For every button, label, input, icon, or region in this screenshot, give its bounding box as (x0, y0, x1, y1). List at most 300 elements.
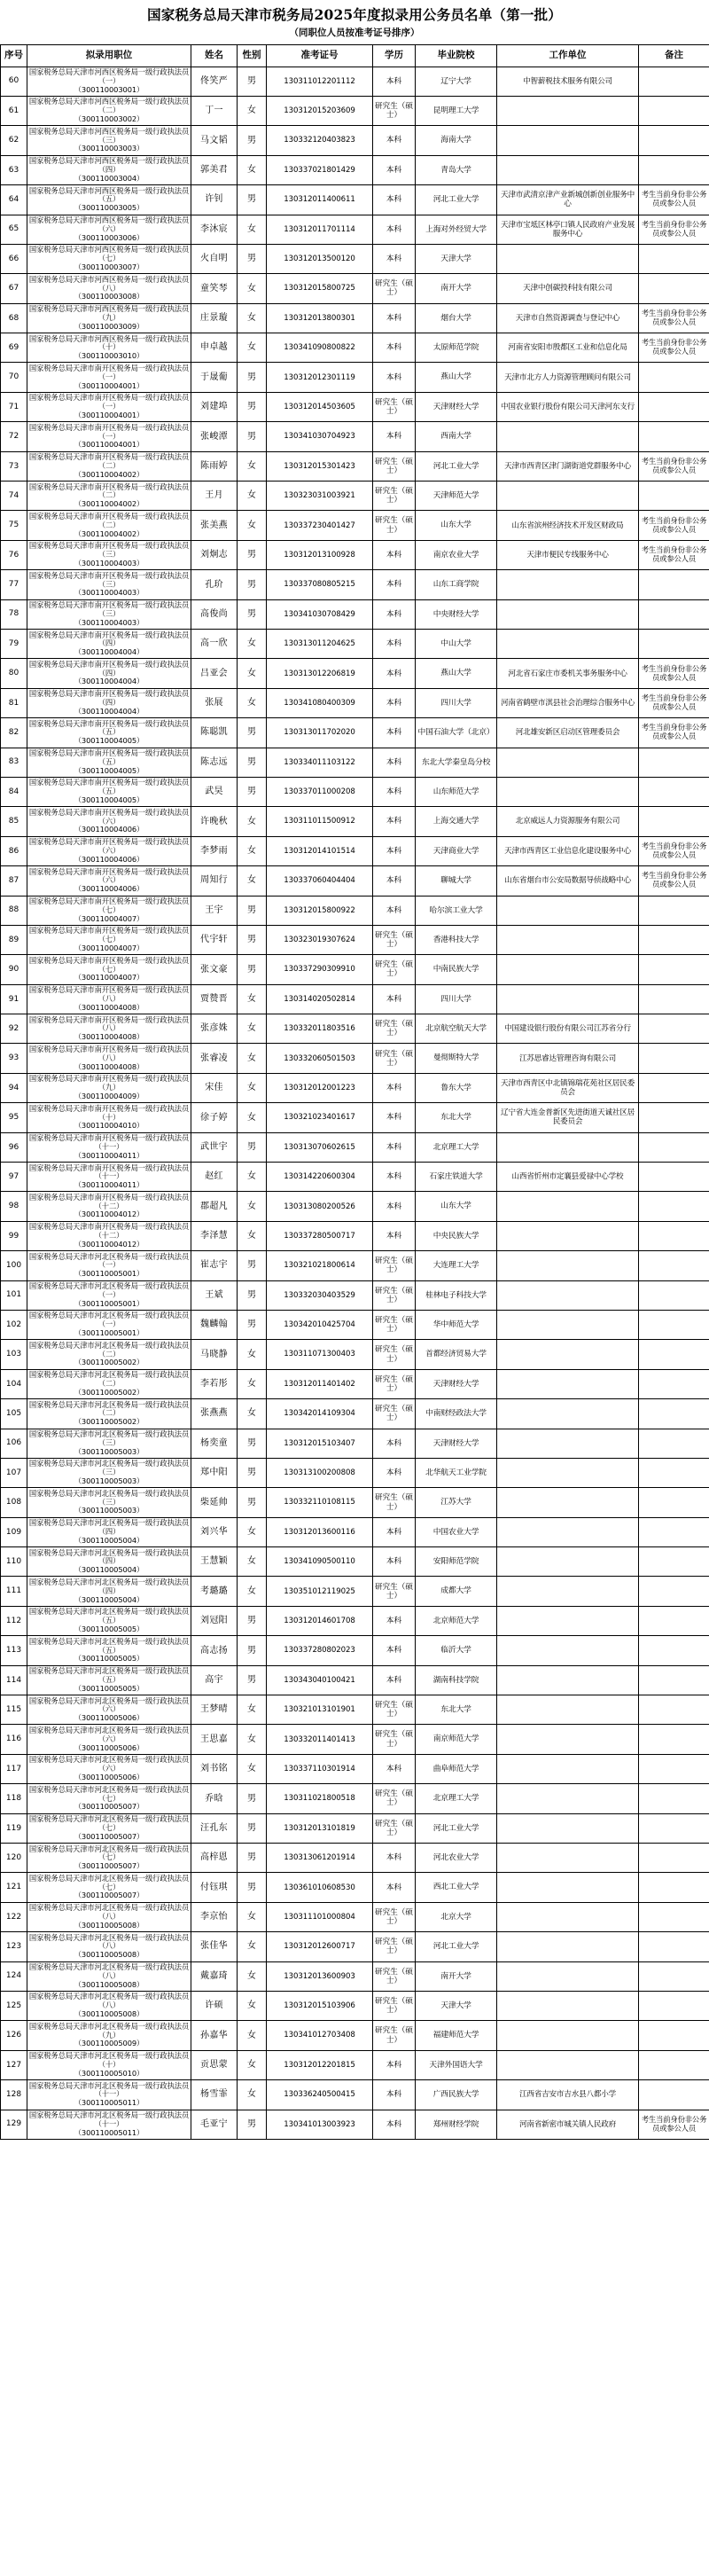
cell-name: 张佳华 (191, 1932, 238, 1961)
cell-gender: 男 (238, 422, 267, 451)
position-title: 国家税务总局天津市河北区税务局一级行政执法员（一） (28, 1281, 190, 1299)
cell-index: 88 (1, 896, 27, 925)
position-title: 国家税务总局天津市河北区税务局一级行政执法员（三） (28, 1459, 190, 1477)
cell-remark: 考生当前身份非公务员或参公人员 (639, 718, 709, 748)
cell-remark (639, 1103, 709, 1132)
cell-gender: 女 (238, 2050, 267, 2079)
cell-school: 曲阜师范大学 (416, 1754, 497, 1783)
cell-exam-id: 130332011803516 (267, 1014, 373, 1044)
position-code: （300110005003） (74, 1446, 144, 1456)
cell-remark (639, 896, 709, 925)
position-title: 国家税务总局天津市河北区税务局一级行政执法员（三） (28, 1488, 190, 1507)
cell-education: 本科 (373, 984, 416, 1014)
cell-education: 本科 (373, 1103, 416, 1132)
position-code: （300110005001） (74, 1269, 144, 1279)
position-code: （300110003002） (74, 114, 144, 124)
cell-exam-id: 130321013101901 (267, 1695, 373, 1725)
cell-exam-id: 130337011000208 (267, 777, 373, 806)
cell-index: 105 (1, 1399, 27, 1429)
cell-education: 本科 (373, 1754, 416, 1783)
cell-exam-id: 130313011702020 (267, 718, 373, 748)
cell-index: 108 (1, 1488, 27, 1517)
position-code: （300110005008） (74, 2009, 144, 2019)
cell-gender: 男 (238, 1251, 267, 1280)
position-title: 国家税务总局天津市河北区税务局一级行政执法员（二） (28, 1399, 190, 1418)
cell-school: 天津商业大学 (416, 836, 497, 865)
cell-school: 天津师范大学 (416, 482, 497, 511)
table-row (1, 1103, 709, 1132)
position-code: （300110005007） (74, 1831, 144, 1841)
cell-index: 121 (1, 1873, 27, 1902)
table-row (1, 1163, 709, 1192)
cell-remark (639, 1695, 709, 1725)
cell-gender: 男 (238, 363, 267, 392)
position-code: （300110005007） (74, 1802, 144, 1812)
cell-position (27, 1280, 191, 1310)
cell-index: 73 (1, 451, 27, 481)
cell-school: 广西民族大学 (416, 2080, 497, 2110)
cell-exam-id: 130313011204625 (267, 629, 373, 658)
column-header-education: 学历 (373, 44, 416, 67)
position-title: 国家税务总局天津市南开区税务局一级行政执法员（四） (28, 689, 190, 708)
cell-index: 67 (1, 274, 27, 303)
cell-position (27, 2021, 191, 2050)
cell-employer (497, 126, 639, 155)
cell-position (27, 2080, 191, 2110)
cell-index: 118 (1, 1784, 27, 1813)
cell-employer: 山西省忻州市定襄县爱禄中心学校 (497, 1163, 639, 1192)
cell-position (27, 984, 191, 1014)
position-code: （300110003007） (74, 262, 144, 271)
table-row (1, 1695, 709, 1725)
position-title: 国家税务总局天津市南开区税务局一级行政执法员（五） (28, 718, 190, 737)
cell-index: 100 (1, 1251, 27, 1280)
cell-name: 高一欣 (191, 629, 238, 658)
position-code: （300110005004） (74, 1565, 144, 1575)
cell-gender: 女 (238, 2021, 267, 2050)
cell-position (27, 807, 191, 836)
cell-education: 研究生（硕士） (373, 1577, 416, 1606)
position-code: （300110004007） (74, 943, 144, 952)
cell-education: 本科 (373, 333, 416, 363)
cell-employer: 中国建设银行股份有限公司江苏省分行 (497, 1014, 639, 1044)
cell-education: 研究生（硕士） (373, 925, 416, 954)
cell-position (27, 1163, 191, 1192)
cell-education: 本科 (373, 363, 416, 392)
position-code: （300110005001） (74, 1328, 144, 1338)
cell-position (27, 688, 191, 717)
table-row (1, 1547, 709, 1577)
cell-gender: 男 (238, 540, 267, 569)
cell-position (27, 1844, 191, 1873)
position-title: 国家税务总局天津市河北区税务局一级行政执法员（六） (28, 1695, 190, 1714)
cell-exam-id: 130312013600903 (267, 1961, 373, 1991)
cell-position (27, 2050, 191, 2079)
position-title: 国家税务总局天津市河北区税务局一级行政执法员（九） (28, 2021, 190, 2040)
cell-school: 中山大学 (416, 629, 497, 658)
cell-position (27, 1636, 191, 1665)
cell-employer: 中国农业银行股份有限公司天津河东支行 (497, 392, 639, 421)
cell-exam-id: 130312011401402 (267, 1369, 373, 1398)
cell-school: 哈尔滨工业大学 (416, 896, 497, 925)
cell-gender: 女 (238, 1221, 267, 1250)
cell-school: 山东大学 (416, 511, 497, 540)
position-title: 国家税务总局天津市南开区税务局一级行政执法员（七） (28, 926, 190, 944)
cell-position (27, 1665, 191, 1695)
cell-employer: 河北省石家庄市委机关事务服务中心 (497, 659, 639, 688)
table-row (1, 1902, 709, 1931)
cell-name: 高志扬 (191, 1636, 238, 1665)
cell-exam-id: 130341090800822 (267, 333, 373, 363)
cell-gender: 男 (238, 126, 267, 155)
cell-employer (497, 925, 639, 954)
cell-school: 临沂大学 (416, 1636, 497, 1665)
cell-education: 研究生（硕士） (373, 1340, 416, 1369)
cell-name: 陈雨婷 (191, 451, 238, 481)
cell-gender: 男 (238, 244, 267, 273)
cell-name: 许硕 (191, 1991, 238, 2020)
cell-exam-id: 130342010425704 (267, 1310, 373, 1339)
position-code: （300110005008） (74, 1920, 144, 1930)
cell-exam-id: 130312015301423 (267, 451, 373, 481)
cell-index: 112 (1, 1606, 27, 1635)
cell-remark (639, 1606, 709, 1635)
cell-employer: 天津市武清京津产业新城创新创业服务中心 (497, 185, 639, 215)
cell-remark (639, 1873, 709, 1902)
cell-remark (639, 1754, 709, 1783)
cell-education: 研究生（硕士） (373, 1784, 416, 1813)
cell-employer: 天津市西青区中北镇锦瑞花苑社区居民委员会 (497, 1073, 639, 1102)
cell-employer: 中智薪税技术服务有限公司 (497, 67, 639, 96)
table-row (1, 303, 709, 333)
cell-education: 本科 (373, 185, 416, 215)
cell-school: 北京大学 (416, 1902, 497, 1931)
cell-exam-id: 130341090500110 (267, 1547, 373, 1577)
cell-name: 王思嘉 (191, 1725, 238, 1754)
position-title: 国家税务总局天津市南开区税务局一级行政执法员（十二） (28, 1222, 190, 1241)
cell-index: 110 (1, 1547, 27, 1577)
cell-position (27, 866, 191, 896)
table-row (1, 540, 709, 569)
table-row (1, 1073, 709, 1102)
cell-remark (639, 96, 709, 125)
cell-exam-id: 130314220600304 (267, 1163, 373, 1192)
position-code: （300110005008） (74, 1979, 144, 1989)
cell-school: 天津财经大学 (416, 1369, 497, 1398)
column-header-name: 姓名 (191, 44, 238, 67)
cell-school: 河北工业大学 (416, 1813, 497, 1843)
position-title: 国家税务总局天津市河北区税务局一级行政执法员（八） (28, 1992, 190, 2010)
cell-name: 佟笑严 (191, 67, 238, 96)
cell-name: 童笑琴 (191, 274, 238, 303)
cell-school: 中南民族大学 (416, 955, 497, 984)
cell-index: 120 (1, 1844, 27, 1873)
cell-index: 94 (1, 1073, 27, 1102)
cell-remark (639, 274, 709, 303)
cell-position (27, 1221, 191, 1250)
cell-index: 84 (1, 777, 27, 806)
cell-gender: 女 (238, 1399, 267, 1429)
cell-name: 代宇轩 (191, 925, 238, 954)
cell-exam-id: 130342014109304 (267, 1399, 373, 1429)
cell-school: 河北工业大学 (416, 1932, 497, 1961)
cell-education: 本科 (373, 1221, 416, 1250)
cell-education: 研究生（硕士） (373, 1991, 416, 2020)
position-title: 国家税务总局天津市河北区税务局一级行政执法员（二） (28, 1340, 190, 1358)
cell-school: 河北农业大学 (416, 1844, 497, 1873)
cell-exam-id: 130321021800614 (267, 1251, 373, 1280)
cell-education: 本科 (373, 1163, 416, 1192)
cell-index: 81 (1, 688, 27, 717)
cell-exam-id: 130312015203609 (267, 96, 373, 125)
position-title: 国家税务总局天津市河北区税务局一级行政执法员（三） (28, 1429, 190, 1447)
cell-name: 申卓越 (191, 333, 238, 363)
cell-name: 崔志宇 (191, 1251, 238, 1280)
position-code: （300110005002） (74, 1387, 144, 1397)
position-code: （300110004002） (74, 469, 144, 479)
cell-gender: 女 (238, 1577, 267, 1606)
cell-education: 研究生（硕士） (373, 1813, 416, 1843)
cell-position (27, 185, 191, 215)
cell-index: 96 (1, 1132, 27, 1162)
cell-education: 本科 (373, 1665, 416, 1695)
cell-index: 113 (1, 1636, 27, 1665)
table-row (1, 836, 709, 865)
position-code: （300110004005） (74, 736, 144, 746)
cell-school: 东北大学 (416, 1695, 497, 1725)
cell-education: 研究生（硕士） (373, 1725, 416, 1754)
cell-gender: 女 (238, 1932, 267, 1961)
cell-remark (639, 2021, 709, 2050)
cell-employer (497, 1429, 639, 1458)
cell-position (27, 303, 191, 333)
title-block (0, 0, 709, 44)
cell-employer (497, 1340, 639, 1369)
cell-education: 本科 (373, 599, 416, 629)
cell-exam-id: 130312015103407 (267, 1429, 373, 1458)
cell-exam-id: 130337230401427 (267, 511, 373, 540)
cell-index: 76 (1, 540, 27, 569)
cell-employer: 天津市宝坻区林亭口镇人民政府产业发展服务中心 (497, 215, 639, 244)
cell-exam-id: 130337060404404 (267, 866, 373, 896)
cell-school: 郑州财经学院 (416, 2110, 497, 2139)
cell-remark (639, 1517, 709, 1546)
cell-position (27, 1369, 191, 1398)
cell-gender: 男 (238, 1429, 267, 1458)
table-row (1, 1665, 709, 1695)
cell-gender: 女 (238, 155, 267, 184)
cell-employer (497, 2050, 639, 2079)
cell-position (27, 1547, 191, 1577)
cell-position (27, 1103, 191, 1132)
cell-index: 69 (1, 333, 27, 363)
cell-position (27, 1192, 191, 1221)
cell-position (27, 1932, 191, 1961)
cell-employer (497, 1517, 639, 1546)
cell-employer: 山东省滨州经济技术开发区财政局 (497, 511, 639, 540)
cell-education: 本科 (373, 2050, 416, 2079)
cell-exam-id: 130351012119025 (267, 1577, 373, 1606)
cell-school: 福建师范大学 (416, 2021, 497, 2050)
position-code: （300110003006） (74, 232, 144, 242)
cell-education: 本科 (373, 1517, 416, 1546)
cell-education: 研究生（硕士） (373, 1961, 416, 1991)
cell-index: 70 (1, 363, 27, 392)
position-title: 国家税务总局天津市南开区税务局一级行政执法员（三） (28, 570, 190, 589)
cell-exam-id: 130312012301119 (267, 363, 373, 392)
cell-school: 天津财经大学 (416, 392, 497, 421)
cell-gender: 男 (238, 1458, 267, 1487)
cell-name: 高梓恩 (191, 1844, 238, 1873)
cell-position (27, 1310, 191, 1339)
table-row (1, 451, 709, 481)
table-row (1, 185, 709, 215)
position-code: （300110005005） (74, 1654, 144, 1664)
cell-school: 南开大学 (416, 274, 497, 303)
cell-name: 杨奕童 (191, 1429, 238, 1458)
cell-position (27, 1044, 191, 1073)
cell-employer: 山东省烟台市公安局数据导侦战略中心 (497, 866, 639, 896)
cell-position (27, 96, 191, 125)
cell-remark (639, 629, 709, 658)
position-title: 国家税务总局天津市河北区税务局一级行政执法员（六） (28, 1755, 190, 1773)
cell-remark (639, 1813, 709, 1843)
cell-exam-id: 130332060501503 (267, 1044, 373, 1073)
cell-employer (497, 482, 639, 511)
cell-name: 张峻潭 (191, 422, 238, 451)
cell-index: 80 (1, 659, 27, 688)
cell-school: 中央民族大学 (416, 1221, 497, 1250)
cell-name: 火自明 (191, 244, 238, 273)
cell-index: 75 (1, 511, 27, 540)
cell-gender: 女 (238, 688, 267, 717)
cell-gender: 女 (238, 96, 267, 125)
cell-name: 陈志远 (191, 748, 238, 777)
cell-remark (639, 1221, 709, 1250)
cell-position (27, 836, 191, 865)
cell-index: 125 (1, 1991, 27, 2020)
cell-school: 中国石油大学（北京） (416, 718, 497, 748)
cell-remark (639, 1636, 709, 1665)
cell-remark (639, 67, 709, 96)
cell-remark (639, 1577, 709, 1606)
cell-remark (639, 244, 709, 273)
cell-gender: 男 (238, 1488, 267, 1517)
cell-remark (639, 155, 709, 184)
cell-name: 刘书铭 (191, 1754, 238, 1783)
cell-employer (497, 1844, 639, 1873)
position-title: 国家税务总局天津市河北区税务局一级行政执法员（十一） (28, 2080, 190, 2099)
cell-name: 武昊 (191, 777, 238, 806)
table-row (1, 1458, 709, 1487)
cell-employer (497, 570, 639, 599)
position-title: 国家税务总局天津市南开区税务局一级行政执法员（一） (28, 363, 190, 381)
cell-employer (497, 1369, 639, 1398)
cell-education: 研究生（硕士） (373, 1369, 416, 1398)
cell-school: 鲁东大学 (416, 1073, 497, 1102)
cell-remark (639, 363, 709, 392)
cell-name: 孙嘉华 (191, 2021, 238, 2050)
cell-exam-id: 130341030708429 (267, 599, 373, 629)
cell-exam-id: 130311071300403 (267, 1340, 373, 1369)
position-code: （300110005002） (74, 1417, 144, 1427)
cell-exam-id: 130323031003921 (267, 482, 373, 511)
cell-gender: 女 (238, 1547, 267, 1577)
cell-index: 126 (1, 2021, 27, 2050)
cell-education: 研究生（硕士） (373, 1932, 416, 1961)
cell-employer (497, 1132, 639, 1162)
cell-exam-id: 130314020502814 (267, 984, 373, 1014)
cell-remark (639, 599, 709, 629)
table-row (1, 1844, 709, 1873)
cell-employer (497, 629, 639, 658)
table-row (1, 1636, 709, 1665)
cell-name: 魏麟翰 (191, 1310, 238, 1339)
cell-position (27, 1813, 191, 1843)
cell-position (27, 126, 191, 155)
cell-index: 95 (1, 1103, 27, 1132)
cell-name: 张睿凌 (191, 1044, 238, 1073)
table-row (1, 896, 709, 925)
cell-index: 106 (1, 1429, 27, 1458)
cell-employer (497, 1221, 639, 1250)
position-title: 国家税务总局天津市南开区税务局一级行政执法员（八） (28, 1044, 190, 1062)
cell-index: 129 (1, 2110, 27, 2139)
cell-name: 刘冠阳 (191, 1606, 238, 1635)
cell-position (27, 1754, 191, 1783)
position-code: （300110005006） (74, 1742, 144, 1752)
cell-employer (497, 1310, 639, 1339)
position-title: 国家税务总局天津市河北区税务局一级行政执法员（七） (28, 1844, 190, 1862)
cell-employer (497, 1636, 639, 1665)
cell-education: 本科 (373, 540, 416, 569)
cell-exam-id: 130312013100928 (267, 540, 373, 569)
cell-school: 南开大学 (416, 1961, 497, 1991)
cell-index: 98 (1, 1192, 27, 1221)
cell-employer (497, 1192, 639, 1221)
cell-name: 徐子婷 (191, 1103, 238, 1132)
cell-exam-id: 130341013003923 (267, 2110, 373, 2139)
cell-index: 109 (1, 1517, 27, 1546)
position-title: 国家税务总局天津市南开区税务局一级行政执法员（六） (28, 837, 190, 856)
cell-position (27, 777, 191, 806)
table-row (1, 244, 709, 273)
cell-employer (497, 1902, 639, 1931)
table-row (1, 422, 709, 451)
cell-gender: 女 (238, 482, 267, 511)
cell-education: 研究生（硕士） (373, 451, 416, 481)
cell-name: 王斌 (191, 1280, 238, 1310)
table-row (1, 925, 709, 954)
position-title: 国家税务总局天津市南开区税务局一级行政执法员（八） (28, 1014, 190, 1033)
cell-gender: 女 (238, 274, 267, 303)
cell-education: 本科 (373, 215, 416, 244)
table-row (1, 2050, 709, 2079)
cell-school: 中南财经政法大学 (416, 1399, 497, 1429)
cell-remark: 考生当前身份非公务员或参公人员 (639, 333, 709, 363)
cell-employer: 辽宁省大连金普新区先进街道天诚社区居民委员会 (497, 1103, 639, 1132)
cell-school: 燕山大学 (416, 659, 497, 688)
cell-remark (639, 925, 709, 954)
cell-gender: 女 (238, 807, 267, 836)
cell-education: 本科 (373, 1844, 416, 1873)
table-row (1, 126, 709, 155)
cell-school: 四川大学 (416, 688, 497, 717)
cell-name: 杨雪霏 (191, 2080, 238, 2110)
cell-index: 61 (1, 96, 27, 125)
position-code: （300110004005） (74, 795, 144, 805)
cell-education: 研究生（硕士） (373, 1014, 416, 1044)
